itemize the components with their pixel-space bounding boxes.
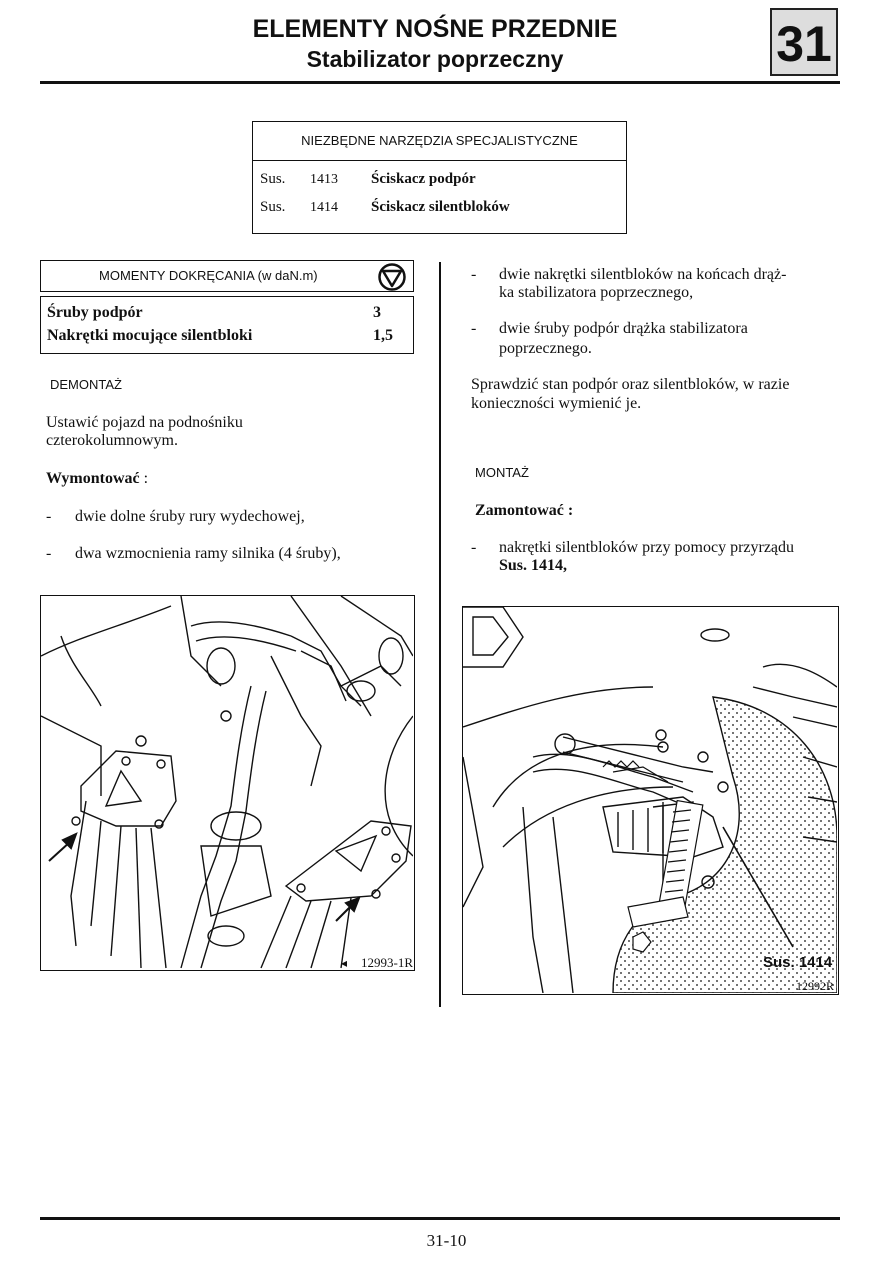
intro-line: Ustawić pojazd na podnośniku	[46, 414, 243, 431]
intro-line: czterokolumnowym.	[46, 432, 178, 449]
section-heading-montaz: MONTAŻ	[475, 465, 529, 480]
figure-id-left: 12993-1R	[361, 955, 413, 969]
chapter-number-badge: 31	[770, 8, 838, 76]
bullet-dash: -	[471, 266, 477, 283]
install-label: Zamontować :	[475, 502, 574, 519]
special-tools-box	[252, 121, 627, 234]
figure-id-right: 12992R	[796, 979, 835, 993]
svg-text:◂: ◂	[341, 956, 348, 969]
tool-prefix: Sus.	[260, 199, 286, 215]
special-tools-heading: NIEZBĘDNE NARZĘDZIA SPECJALISTYCZNE	[253, 122, 626, 161]
bullet-text: poprzecznego.	[499, 340, 592, 357]
torque-label: Nakrętki mocujące silentbloki	[47, 327, 253, 344]
check-line: Sprawdzić stan podpór oraz silentbloków, w razie	[471, 376, 790, 393]
bullet-dash: -	[46, 545, 52, 562]
header-divider	[40, 81, 840, 84]
torque-value: 3	[373, 304, 381, 321]
torque-heading: MOMENTY DOKRĘCANIA (w daN.m)	[99, 268, 318, 283]
column-divider	[439, 262, 441, 1007]
tool-code: 1413	[310, 172, 338, 187]
page-subtitle: Stabilizator poprzeczny	[306, 46, 564, 72]
page-number: 31-10	[426, 1231, 467, 1250]
page-title: ELEMENTY NOŚNE PRZEDNIE	[252, 15, 618, 43]
bullet-text: nakrętki silentbloków przy pomocy przyrządu	[499, 539, 795, 556]
torque-wrench-icon	[377, 263, 407, 291]
torque-value: 1,5	[373, 327, 393, 344]
tool-name: Ściskacz podpór	[371, 171, 476, 187]
remove-label: Wymontować	[46, 470, 140, 487]
bullet-dash: -	[46, 508, 52, 525]
section-heading-demontaz: DEMONTAŻ	[50, 377, 122, 392]
silentblock-tool-illustration	[463, 607, 837, 993]
bullet-text: ka stabilizatora poprzecznego,	[499, 284, 694, 301]
bullet-text: dwie nakrętki silentbloków na końcach drąż-	[499, 266, 787, 283]
check-line: konieczności wymienić je.	[471, 395, 642, 412]
torque-heading-box	[40, 260, 414, 292]
figure-underbody	[40, 595, 415, 971]
bullet-text: dwie śruby podpór drążka stabilizatora	[499, 320, 748, 337]
underbody-illustration	[41, 596, 413, 969]
bullet-text: Sus. 1414,	[499, 557, 568, 574]
figure-silentblock-tool	[462, 606, 839, 995]
remove-colon: :	[139, 470, 149, 487]
tool-callout-label: Sus. 1414	[763, 954, 833, 971]
bullet-dash: -	[471, 539, 477, 556]
bullet-text: dwie dolne śruby rury wydechowej,	[75, 508, 305, 525]
torque-values-box	[40, 296, 414, 354]
footer-divider	[40, 1217, 840, 1220]
tool-prefix: Sus.	[260, 171, 286, 187]
torque-label: Śruby podpór	[47, 304, 143, 321]
tool-code: 1414	[310, 200, 338, 215]
bullet-dash: -	[471, 320, 477, 337]
tool-name: Ściskacz silentbloków	[371, 199, 510, 215]
remove-instruction	[46, 470, 148, 488]
bullet-text: dwa wzmocnienia ramy silnika (4 śruby),	[75, 545, 341, 562]
